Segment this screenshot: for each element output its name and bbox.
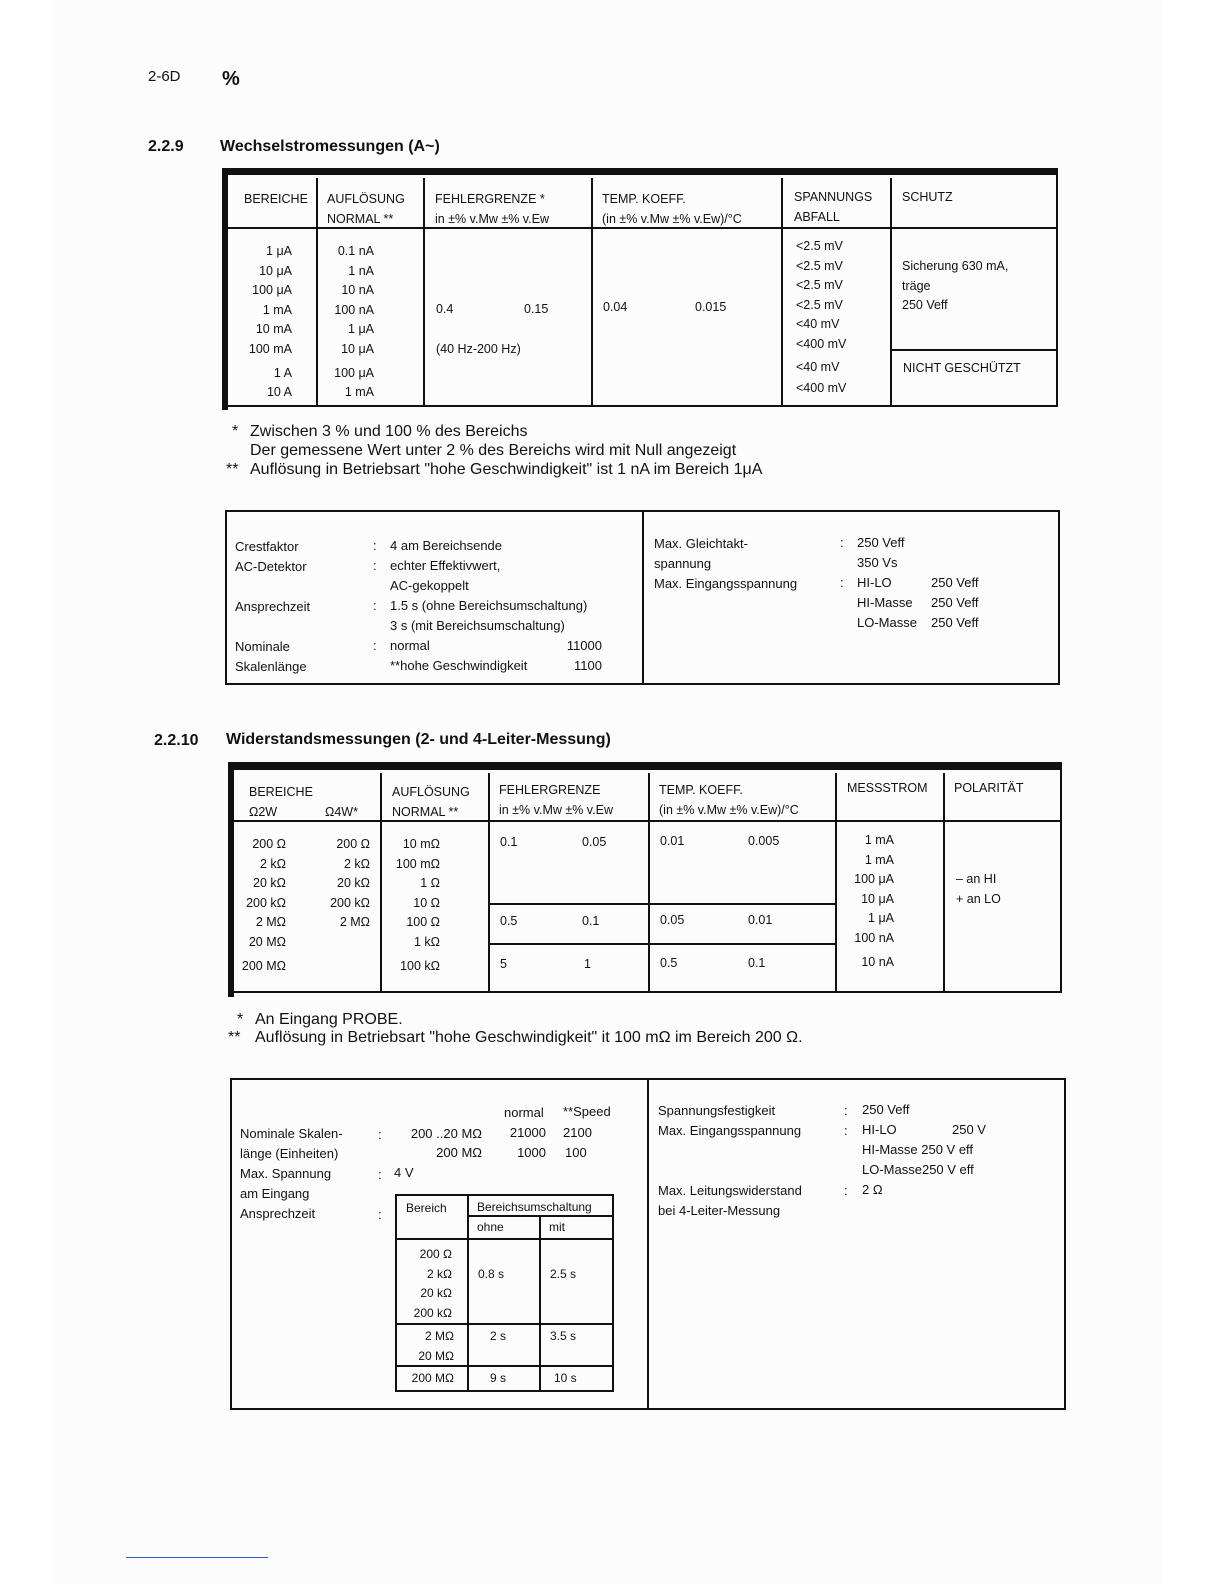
- spec-label: [654, 594, 797, 614]
- col-normal: normal: [504, 1105, 544, 1120]
- temp-mw: 0.5: [660, 956, 678, 970]
- section-number: 2.2.9: [148, 138, 184, 155]
- table-cell: 10 μA: [861, 891, 894, 906]
- spec-label: AC-Detektor: [235, 559, 307, 574]
- page-id: 2-6D: [148, 68, 181, 85]
- footnote-mark: *: [237, 1011, 244, 1028]
- table-cell: 20 kΩ: [253, 876, 286, 891]
- document-page: [52, 0, 1162, 1584]
- scale-speed: 100: [565, 1145, 587, 1160]
- spec-label: [235, 577, 310, 597]
- error-mw: 0.1: [500, 835, 518, 849]
- table-cell: 20 kΩ: [420, 1286, 452, 1301]
- spec-labels: [240, 1124, 343, 1224]
- spec-colons-right: [844, 1101, 848, 1221]
- spec-label: [658, 1141, 802, 1161]
- spec-value: normal: [390, 638, 430, 653]
- table-cell: 1 Ω: [420, 876, 440, 891]
- protection-line: 250 Veff: [902, 298, 948, 313]
- table-cell: 200 Ω: [336, 837, 370, 851]
- footnote-mark: **: [226, 461, 239, 478]
- spec-value: HI-Masse: [857, 595, 913, 610]
- resolution-column: [382, 835, 440, 976]
- header-resolution: AUFLÖSUNG: [327, 192, 405, 206]
- temp-ew: 0.1: [748, 956, 766, 970]
- table-cell: 1 μA: [868, 911, 894, 926]
- footnote-text: Zwischen 3 % und 100 % des Bereichs: [250, 423, 528, 440]
- header-resolution-sub: NORMAL **: [327, 212, 394, 226]
- table-cell: 10 nA: [341, 283, 374, 298]
- footnote-text: Auflösung in Betriebsart "hohe Geschwindigkeit" it 100 mΩ im Bereich 200 Ω.: [255, 1029, 803, 1046]
- table-cell: 2 kΩ: [259, 856, 286, 871]
- error-ew: 0.05: [582, 835, 607, 849]
- spec-value: 1.5 s (ohne Bereichsumschaltung): [390, 598, 588, 613]
- col-speed: **Speed: [563, 1104, 611, 1119]
- spec-count: [552, 556, 602, 576]
- spec-label: Max. Eingangsspannung: [654, 576, 798, 591]
- table-cell: 10 μA: [259, 263, 292, 278]
- spec-value: LO-Masse: [857, 615, 917, 630]
- spec-count: [552, 616, 602, 636]
- polarity-line: + an LO: [956, 891, 1001, 906]
- header-protection: SCHUTZ: [902, 190, 953, 204]
- colon: :: [840, 535, 844, 550]
- spec-value: [952, 1100, 986, 1120]
- colon: :: [840, 575, 844, 590]
- header-temp: TEMP. KOEFF.: [602, 192, 686, 206]
- max-voltage: 4 V: [394, 1165, 414, 1180]
- spec-value: [952, 1200, 986, 1220]
- spec-value: [931, 533, 978, 553]
- spec-value: [931, 553, 978, 573]
- table-cell: 2 MΩ: [255, 915, 286, 930]
- colon: :: [373, 598, 377, 613]
- colon: :: [378, 1167, 382, 1182]
- spec-value: HI-LO: [862, 1122, 897, 1137]
- spec-value: HI-Masse 250 V eff: [862, 1142, 974, 1157]
- spec-value: 350 Vs: [857, 555, 898, 570]
- table-cell: 1 mA: [344, 385, 374, 400]
- footnote-text: An Eingang PROBE.: [255, 1011, 403, 1028]
- table-cell: 2 MΩ: [339, 915, 370, 930]
- spec-label: Ansprechzeit: [240, 1206, 316, 1221]
- header-current: MESSSTROM: [847, 781, 928, 795]
- section-number: 2.2.10: [154, 732, 199, 749]
- header-temp: TEMP. KOEFF.: [659, 783, 743, 797]
- table-cell: <2.5 mV: [796, 278, 843, 293]
- spec-labels: [235, 537, 310, 677]
- colon: [373, 576, 377, 596]
- header-ranges: BEREICHE: [244, 192, 308, 206]
- spec-colons: [373, 536, 377, 676]
- table-cell: 0.1 nA: [337, 244, 374, 258]
- table-cell: 2 MΩ: [425, 1329, 454, 1343]
- spec-value: AC-gekoppelt: [390, 578, 469, 593]
- error-mw: 0.5: [500, 914, 518, 928]
- colon: [840, 613, 844, 633]
- colon: [840, 553, 844, 573]
- colon: :: [373, 538, 377, 553]
- table-cell: 200 kΩ: [413, 1305, 452, 1320]
- response-without: 9 s: [490, 1371, 507, 1385]
- footnote-mark: *: [232, 423, 239, 440]
- response-without: 2 s: [490, 1329, 507, 1343]
- not-protected-label: NICHT GESCHÜTZT: [903, 361, 1021, 375]
- spec-labels-right: [654, 534, 797, 634]
- spec-label: [658, 1161, 802, 1181]
- table-cell: 200 kΩ: [246, 895, 286, 910]
- table-cell: 2 kΩ: [343, 856, 370, 871]
- spec-value: 2 Ω: [862, 1182, 883, 1197]
- table-cell: 100 mΩ: [395, 856, 440, 871]
- protection-line: Sicherung 630 mA,: [902, 259, 1009, 273]
- spec-names-right: [857, 533, 917, 633]
- spec-label: am Eingang: [240, 1186, 310, 1201]
- table-cell: 10 μA: [341, 341, 374, 356]
- table-cell: 1 μA: [266, 244, 292, 258]
- header-2w: Ω2W: [249, 805, 278, 819]
- table-cell: 20 MΩ: [248, 934, 286, 949]
- table-cell: 10 nA: [861, 954, 894, 969]
- temp-mw: 0.05: [660, 913, 685, 927]
- polarity-cell: [956, 870, 1001, 909]
- header-4w: Ω4W*: [325, 805, 358, 819]
- footnote-text: Auflösung in Betriebsart "hohe Geschwindigkeit" ist 1 nA im Bereich 1μA: [250, 461, 763, 478]
- ranges-2w-column: [234, 835, 286, 976]
- spec-value: LO-Masse250 V eff: [862, 1162, 974, 1177]
- spec-label: Nominale: [235, 639, 290, 654]
- colon: [373, 616, 377, 636]
- table-cell: 200 Ω: [252, 837, 286, 851]
- ranges-column: [230, 242, 292, 403]
- response-header-with: mit: [549, 1220, 565, 1234]
- spec-value: 250 Veff: [931, 615, 979, 630]
- table-cell: 1 nA: [348, 263, 374, 278]
- temp-mw: 0.04: [603, 300, 628, 314]
- colon: :: [378, 1127, 382, 1142]
- table-cell: 200 Ω: [419, 1247, 452, 1261]
- table-cell: 1 kΩ: [413, 934, 440, 949]
- spec-label: Max. Leitungswiderstand: [658, 1183, 802, 1198]
- spec-value: HI-LO: [857, 575, 892, 590]
- error-frequency-note: (40 Hz-200 Hz): [436, 342, 521, 356]
- response-without: 0.8 s: [478, 1267, 505, 1281]
- colon: [844, 1201, 848, 1221]
- spec-label: länge (Einheiten): [240, 1146, 339, 1161]
- spec-counts: [552, 536, 602, 676]
- colon: :: [844, 1123, 848, 1138]
- header-error-sub: in ±% v.Mw ±% v.Ew: [435, 212, 549, 226]
- spec-value: 4 am Bereichsende: [390, 538, 503, 553]
- table-cell: 10 Ω: [413, 895, 440, 910]
- section-title: Wechselstromessungen (A~): [220, 138, 440, 155]
- scale-speed: 2100: [563, 1125, 592, 1140]
- ranges-4w-column: [314, 835, 370, 933]
- header-voltage: SPANNUNGS: [794, 190, 873, 204]
- spec-label: spannung: [654, 556, 712, 571]
- table-cell: <400 mV: [796, 381, 847, 396]
- table-cell: 100 kΩ: [400, 958, 440, 973]
- table-cell: 100 Ω: [406, 915, 440, 930]
- spec-count: [552, 576, 602, 596]
- table-cell: <40 mV: [796, 317, 840, 332]
- header-polarity: POLARITÄT: [954, 781, 1024, 795]
- spec-value: 250 Veff: [857, 535, 905, 550]
- scale-range: 200 MΩ: [436, 1145, 482, 1160]
- table-cell: 100 μA: [334, 365, 374, 380]
- header-temp-sub: (in ±% v.Mw ±% v.Ew)/°C: [602, 212, 742, 226]
- table-cell: <2.5 mV: [796, 239, 843, 253]
- spec-label: Crestfaktor: [235, 539, 299, 554]
- scale-normal: 1000: [517, 1145, 546, 1160]
- header-temp-sub: (in ±% v.Mw ±% v.Ew)/°C: [659, 803, 799, 817]
- header-error-sub: in ±% v.Mw ±% v.Ew: [499, 803, 613, 817]
- error-ew: 0.1: [582, 914, 600, 928]
- spec-label: [235, 617, 310, 637]
- error-ew: 1: [584, 957, 591, 971]
- spec-count: [552, 536, 602, 556]
- spec-value: [952, 1160, 986, 1180]
- spec-count: 11000: [566, 638, 602, 653]
- table-cell: 1 μA: [348, 322, 374, 337]
- spec-value: 250 Veff: [862, 1102, 910, 1117]
- spec-value: 250 Veff: [931, 575, 979, 590]
- table-cell: 100 nA: [334, 302, 374, 317]
- resolution-column: [320, 242, 374, 403]
- table-cell: <2.5 mV: [796, 258, 843, 273]
- voltage-drop-column: [796, 237, 846, 399]
- spec-label: Spannungsfestigkeit: [658, 1103, 776, 1118]
- footnote-mark: **: [228, 1029, 241, 1046]
- spec-extra-right: [952, 1100, 986, 1220]
- table-cell: 100 nA: [854, 930, 894, 945]
- spec-label: bei 4-Leiter-Messung: [658, 1203, 781, 1218]
- header-error: FEHLERGRENZE: [499, 783, 601, 797]
- spec-value: [952, 1180, 986, 1200]
- table-cell: 100 mA: [248, 341, 292, 356]
- spec-label: Skalenlänge: [235, 659, 307, 674]
- table-cell: 200 MΩ: [241, 958, 286, 973]
- error-mw: 0.4: [436, 302, 454, 316]
- table-cell: 10 mA: [255, 322, 292, 337]
- colon: :: [373, 638, 377, 653]
- colon: [844, 1141, 848, 1161]
- spec-value: **hohe Geschwindigkeit: [390, 658, 528, 673]
- header-ranges: BEREICHE: [249, 785, 313, 799]
- table-cell: 1 mA: [864, 833, 894, 847]
- scale-normal: 21000: [509, 1125, 546, 1140]
- spec-label: Max. Spannung: [240, 1166, 332, 1181]
- header-voltage-sub: ABFALL: [794, 210, 840, 224]
- header-resolution-sub: NORMAL **: [392, 805, 459, 819]
- colon: :: [373, 558, 377, 573]
- colon: :: [844, 1183, 848, 1198]
- spec-value: 3 s (mit Bereichsumschaltung): [390, 618, 565, 633]
- spec-value: [952, 1140, 986, 1160]
- table-cell: <400 mV: [796, 336, 847, 351]
- spec-label: Max. Eingangsspannung: [658, 1123, 802, 1138]
- table-cell: 20 MΩ: [418, 1348, 454, 1363]
- spec-value: echter Effektivwert,: [390, 558, 501, 573]
- spec-label: Ansprechzeit: [235, 599, 311, 614]
- temp-ew: 0.01: [748, 913, 773, 927]
- polarity-line: – an HI: [956, 872, 997, 886]
- response-with: 3.5 s: [550, 1329, 577, 1343]
- table-cell: 10 mΩ: [402, 837, 440, 851]
- spec-count: [552, 596, 602, 616]
- table-cell: 20 kΩ: [337, 876, 370, 891]
- spec-value: 250 Veff: [931, 595, 979, 610]
- scale-range: 200 ..20 MΩ: [410, 1126, 482, 1141]
- spec-colons-right: [840, 533, 844, 633]
- colon: [840, 593, 844, 613]
- colon: [373, 656, 377, 676]
- table-cell: 100 μA: [252, 283, 292, 298]
- header-error: FEHLERGRENZE *: [435, 192, 545, 206]
- error-ew: 0.15: [524, 302, 549, 316]
- percent-mark: %: [222, 68, 240, 90]
- table-cell: <2.5 mV: [796, 297, 843, 312]
- colon: :: [378, 1207, 382, 1222]
- table-cell: <40 mV: [796, 359, 840, 374]
- table-cell: 1 mA: [864, 852, 894, 867]
- colon: [378, 1185, 382, 1205]
- colon: [844, 1161, 848, 1181]
- temp-mw: 0.01: [660, 834, 685, 848]
- spec-count: 1100: [574, 658, 602, 673]
- bottom-rule: [126, 1557, 268, 1558]
- table-cell: 100 μA: [854, 872, 894, 887]
- current-column: [838, 831, 894, 972]
- response-with: 10 s: [554, 1371, 577, 1385]
- temp-ew: 0.015: [695, 300, 727, 314]
- protection-cell: [902, 257, 1008, 316]
- spec-values-right: [931, 533, 978, 633]
- response-header-without: ohne: [477, 1220, 504, 1234]
- error-mw: 5: [500, 957, 507, 971]
- spec-label: [654, 614, 797, 634]
- response-with: 2.5 s: [550, 1267, 577, 1281]
- spec-value: 250 V: [952, 1122, 986, 1137]
- header-resolution: AUFLÖSUNG: [392, 785, 470, 799]
- table-cell: 1 mA: [262, 302, 292, 317]
- table-cell: 10 A: [266, 385, 292, 400]
- footnote-text: Der gemessene Wert unter 2 % des Bereichs wird mit Null angezeigt: [250, 442, 737, 459]
- table-cell: 200 kΩ: [330, 895, 370, 910]
- colon: :: [844, 1103, 848, 1118]
- section-title: Widerstandsmessungen (2- und 4-Leiter-Messung): [226, 731, 611, 748]
- protection-line: träge: [902, 278, 931, 293]
- temp-ew: 0.005: [748, 834, 780, 848]
- response-header-switch: Bereichsumschaltung: [477, 1200, 592, 1214]
- response-header-range: Bereich: [406, 1201, 447, 1215]
- response-ranges-group: [392, 1245, 452, 1323]
- table-cell: 1 A: [273, 365, 292, 380]
- spec-labels-right: [658, 1101, 802, 1221]
- table-cell: 2 kΩ: [427, 1266, 452, 1281]
- response-ranges-group: [392, 1327, 454, 1366]
- spec-label: Max. Gleichtakt-: [654, 536, 748, 551]
- spec-label: Nominale Skalen-: [240, 1126, 343, 1141]
- table-cell: 200 MΩ: [411, 1371, 454, 1385]
